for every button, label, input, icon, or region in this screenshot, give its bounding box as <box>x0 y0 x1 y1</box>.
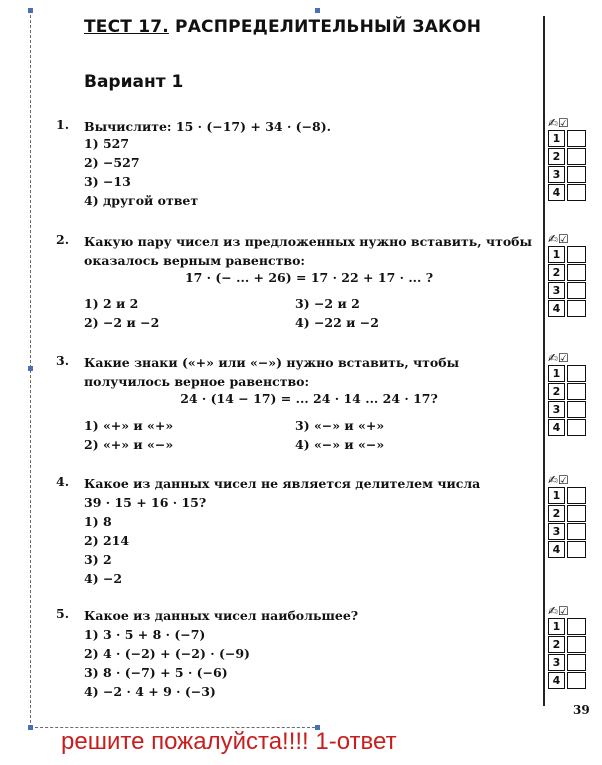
pen-check-icon: ✍☑ <box>548 604 569 618</box>
question-2-option-4: 4) −22 и −2 <box>295 315 379 330</box>
resize-handle-top[interactable] <box>315 8 320 13</box>
question-4-option-4: 4) −2 <box>84 571 123 586</box>
answer-box-number: 2 <box>548 264 565 281</box>
answer-boxes-q3 <box>548 351 590 437</box>
answer-box-number: 1 <box>548 246 565 263</box>
page-number: 39 <box>573 703 590 717</box>
answer-checkbox[interactable] <box>567 636 586 653</box>
pen-check-icon: ✍☑ <box>548 473 569 487</box>
question-5-option-2: 2) 4 · (−2) + (−2) · (−9) <box>84 646 250 661</box>
answer-checkbox[interactable] <box>567 365 586 382</box>
answer-checkbox[interactable] <box>567 184 586 201</box>
question-4-option-1: 1) 8 <box>84 514 112 529</box>
question-2-option-3: 3) −2 и 2 <box>295 296 360 311</box>
answer-box-number: 3 <box>548 654 565 671</box>
question-1-option-2: 2) −527 <box>84 155 140 170</box>
variant-heading: Вариант 1 <box>84 72 184 92</box>
question-3-number: 3. <box>56 353 70 368</box>
answer-box-number: 4 <box>548 419 565 436</box>
answer-box-number: 4 <box>548 672 565 689</box>
answer-boxes-q5 <box>548 604 590 690</box>
answer-boxes-q1 <box>548 116 590 202</box>
question-5-number: 5. <box>56 606 70 621</box>
question-1-text: Вычислите: 15 · (−17) + 34 · (−8). <box>84 119 332 134</box>
answer-box-number: 2 <box>548 636 565 653</box>
pen-check-icon: ✍☑ <box>548 351 569 365</box>
resize-handle-top-left[interactable] <box>28 8 33 13</box>
answer-box-number: 2 <box>548 148 565 165</box>
title-number: ТЕСТ 17. <box>84 17 169 37</box>
question-3-option-1: 1) «+» и «+» <box>84 418 174 433</box>
question-3-option-2: 2) «+» и «−» <box>84 437 174 452</box>
answer-box-number: 4 <box>548 184 565 201</box>
question-1-option-3: 3) −13 <box>84 174 131 189</box>
answer-boxes-q4 <box>548 473 590 559</box>
answer-box-number: 3 <box>548 401 565 418</box>
resize-handle-bottom-left[interactable] <box>28 725 33 730</box>
answer-box-number: 2 <box>548 383 565 400</box>
question-2-formula: 17 · (− ... + 26) = 17 · 22 + 17 · ... ? <box>184 270 434 285</box>
question-3-text: Какие знаки («+» или «−») нужно вставить, чтобы получилось верное равенство: <box>84 355 460 389</box>
answer-box-number: 1 <box>548 130 565 147</box>
answer-box-number: 4 <box>548 541 565 558</box>
question-5-option-4: 4) −2 · 4 + 9 · (−3) <box>84 684 216 699</box>
answer-checkbox[interactable] <box>567 618 586 635</box>
question-5-option-1: 1) 3 · 5 + 8 · (−7) <box>84 627 206 642</box>
answer-checkbox[interactable] <box>567 654 586 671</box>
question-4-text: Какое из данных чисел не является делителем числа 39 · 15 + 16 · 15? <box>84 476 481 510</box>
answer-checkbox[interactable] <box>567 264 586 281</box>
answer-checkbox[interactable] <box>567 505 586 522</box>
answer-box-number: 4 <box>548 300 565 317</box>
answer-box-number: 2 <box>548 505 565 522</box>
answer-box-number: 3 <box>548 166 565 183</box>
page-title <box>84 17 481 37</box>
question-2-option-2: 2) −2 и −2 <box>84 315 160 330</box>
answer-checkbox[interactable] <box>567 130 586 147</box>
resize-handle-left[interactable] <box>28 366 33 371</box>
question-2-text: Какую пару чисел из предложенных нужно вставить, чтобы оказалось верным равенство: <box>84 234 533 268</box>
question-2-number: 2. <box>56 232 70 247</box>
answer-box-number: 3 <box>548 282 565 299</box>
answer-checkbox[interactable] <box>567 300 586 317</box>
answer-box-number: 3 <box>548 523 565 540</box>
question-4-option-3: 3) 2 <box>84 552 112 567</box>
question-1-option-4: 4) другой ответ <box>84 193 199 208</box>
answer-checkbox[interactable] <box>567 246 586 263</box>
answer-checkbox[interactable] <box>567 672 586 689</box>
question-1-number: 1. <box>56 117 70 132</box>
pen-check-icon: ✍☑ <box>548 232 569 246</box>
request-caption: решите пожалуйста!!!! 1-ответ <box>61 728 397 755</box>
pen-check-icon: ✍☑ <box>548 116 569 130</box>
answer-checkbox[interactable] <box>567 541 586 558</box>
answer-checkbox[interactable] <box>567 148 586 165</box>
answer-column-divider <box>543 16 545 706</box>
answer-boxes-q2 <box>548 232 590 318</box>
answer-checkbox[interactable] <box>567 282 586 299</box>
question-3-option-4: 4) «−» и «−» <box>295 437 385 452</box>
answer-checkbox[interactable] <box>567 419 586 436</box>
answer-checkbox[interactable] <box>567 166 586 183</box>
question-5-text: Какое из данных чисел наибольшее? <box>84 608 359 623</box>
question-4-option-2: 2) 214 <box>84 533 130 548</box>
answer-checkbox[interactable] <box>567 383 586 400</box>
answer-checkbox[interactable] <box>567 401 586 418</box>
question-3-formula: 24 · (14 − 17) = ... 24 · 14 ... 24 · 17? <box>180 391 438 406</box>
question-5-option-3: 3) 8 · (−7) + 5 · (−6) <box>84 665 228 680</box>
question-4-number: 4. <box>56 474 70 489</box>
answer-checkbox[interactable] <box>567 487 586 504</box>
question-1-option-1: 1) 527 <box>84 136 130 151</box>
question-2-option-1: 1) 2 и 2 <box>84 296 139 311</box>
answer-box-number: 1 <box>548 618 565 635</box>
answer-box-number: 1 <box>548 487 565 504</box>
title-text: РАСПРЕДЕЛИТЕЛЬНЫЙ ЗАКОН <box>168 17 482 37</box>
question-3-option-3: 3) «−» и «+» <box>295 418 385 433</box>
answer-checkbox[interactable] <box>567 523 586 540</box>
answer-box-number: 1 <box>548 365 565 382</box>
